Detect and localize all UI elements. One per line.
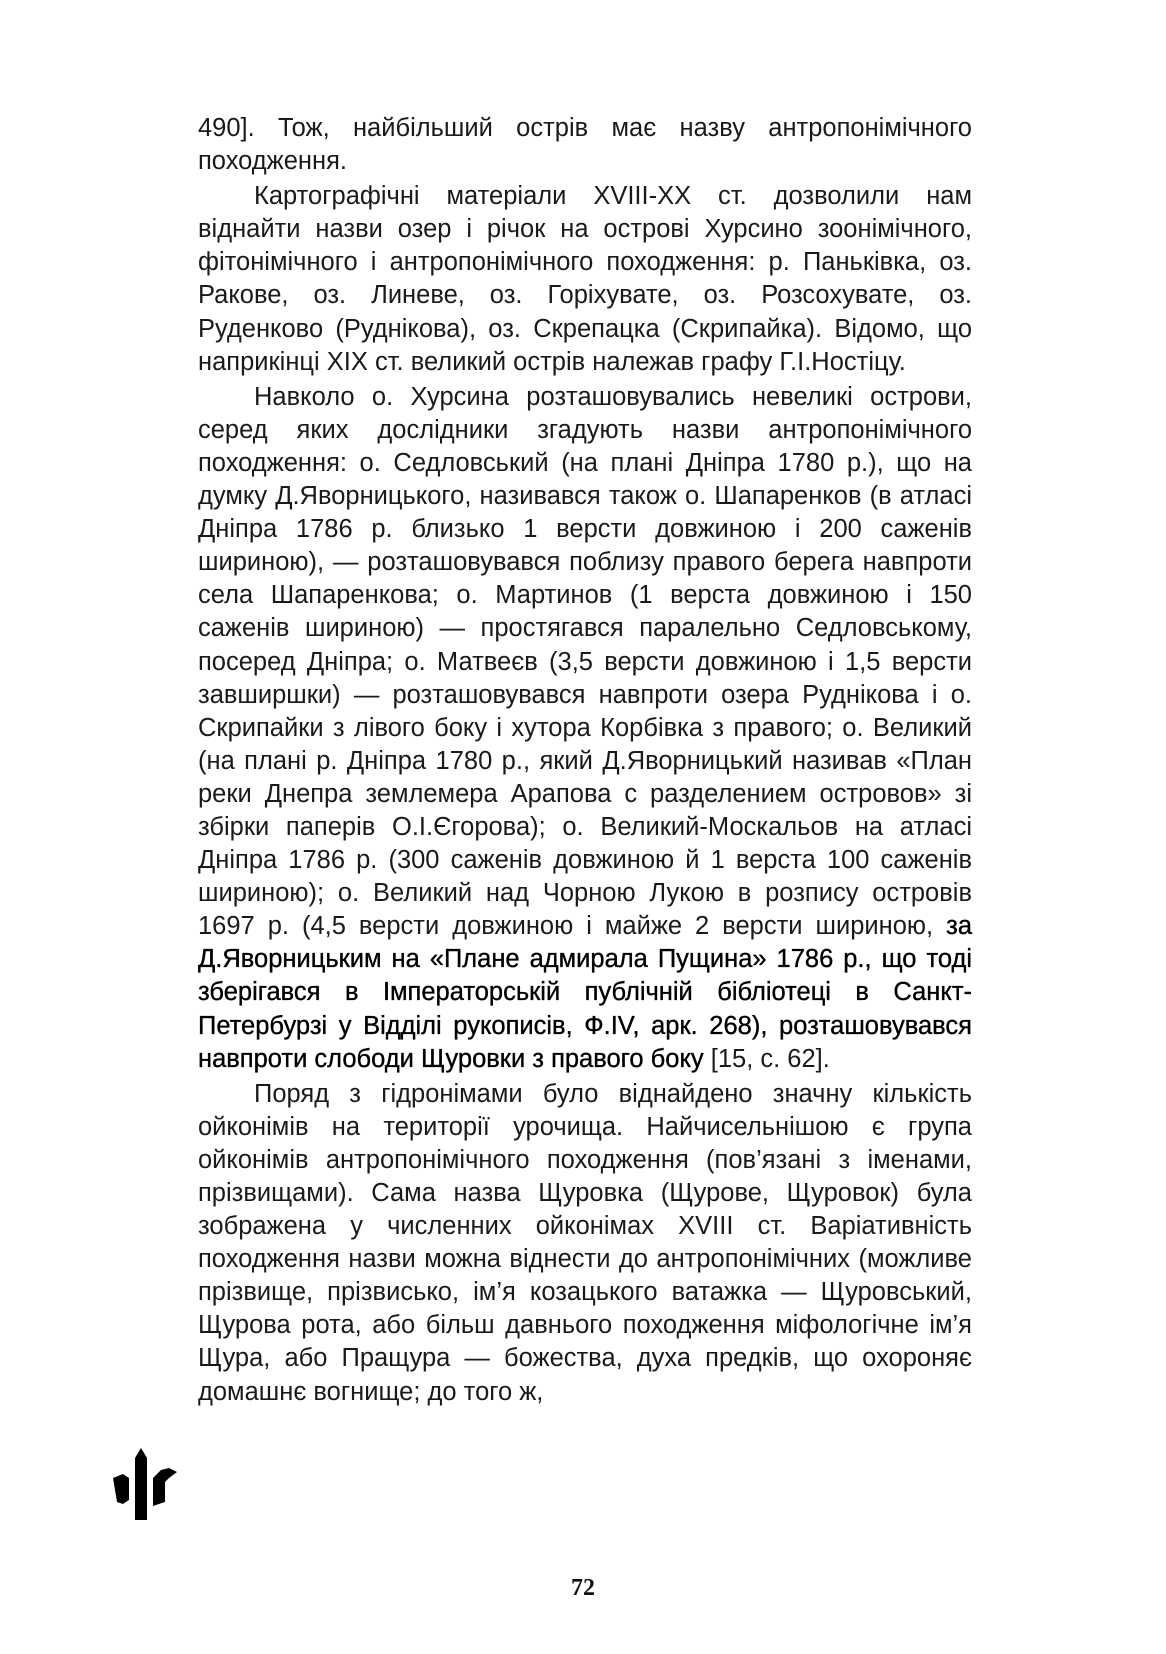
- body-text: [198, 112, 972, 1409]
- paragraph-3: [198, 381, 972, 1076]
- paragraph-4: [198, 1078, 972, 1409]
- paragraph-3-emphasis: за Д.Яворницьким на «Плане адмирала Пущина» 1786 р., що тоді зберігався в Імператорській публічній бібліотеці в Санкт-Петербурзі у Відділі рукописів, Ф.IV, арк. 268), розташовувався навпроти слободи Щуровки з правого боку: [198, 912, 972, 1073]
- paragraph-1: [198, 112, 972, 178]
- paragraph-4-text: Поряд з гідронімами було віднайдено значну кількість ойконімів на території урочища. Найчисельнішою є група ойконімів антропонімічного походження (пов’язані з іменами, прізвищами). Сама назва Щуровка (Щурове, Щуровок) була зображена у численних ойконімах XVIII ст. Варіативність походження назви можна віднести до антропонімічних (можливе прізвище, прізвисько, ім’я козацького ватажка — Щуровський, Щурова рота, або більш давнього походження міфологічне ім’я Щура, або Пращура — божества, духа предків, що охороняє домашнє вогнище; до того ж,: [198, 1079, 972, 1406]
- paragraph-3-text: Навколо о. Хурсина розташовувались невеликі острови, серед яких дослідники згадують назви антропонімічного походження: о. Седловський (на плані Дніпра 1780 р.), що на думку Д.Яворницького, називався також о. Шапаренков (в атласі Дніпра 1786 р. близько 1 версти довжиною і 200 саженів шириною), — розташовувався поблизу правого берега навпроти села Шапаренкова; о. Мартинов (1 верста довжиною і 150 саженів шириною) — простягався паралельно Седловському, посеред Дніпра; о. Матвеєв (3,5 версти довжиною і 1,5 версти завширшки) — розташовувався навпроти озера Руднікова і о. Скрипайки з лівого боку і хутора Корбівка з правого; о. Великий (на плані р. Дніпра 1780 р., який Д.Яворницький називав «План реки Днепра землемера Арапова с разделением островов» зі збірки паперів О.І.Єгорова); о. Великий-Москальов на атласі Дніпра 1786 р. (300 саженів довжиною й 1 верста 100 саженів шириною); о. Великий над Чорною Лукою в розпису островів 1697 р. (4,5 версти довжиною і майже 2 версти шириною,: [198, 382, 972, 941]
- paragraph-1-text: 490]. Тож, найбільший острів має назву антропонімічного походження.: [198, 114, 972, 176]
- paragraph-2: [198, 180, 972, 379]
- paragraph-3-tail: [15, с. 62].: [703, 1044, 830, 1073]
- tree-emblem-icon: [113, 1448, 177, 1520]
- page-number: 72: [571, 1575, 595, 1601]
- paragraph-2-text: Картографічні матеріали XVIII-XX ст. дозволили нам віднайти назви озер і річок на острові Хурсино зоонімічного, фітонімічного і антропонімічного походження: р. Паньківка, оз. Ракове, оз. Линеве, оз. Горіхувате, оз. Розсохувате, оз. Руденково (Руднікова), оз. Скрепацка (Скрипайка). Відомо, що наприкінці XIX ст. великий острів належав графу Г.І.Ностіцу.: [198, 182, 972, 376]
